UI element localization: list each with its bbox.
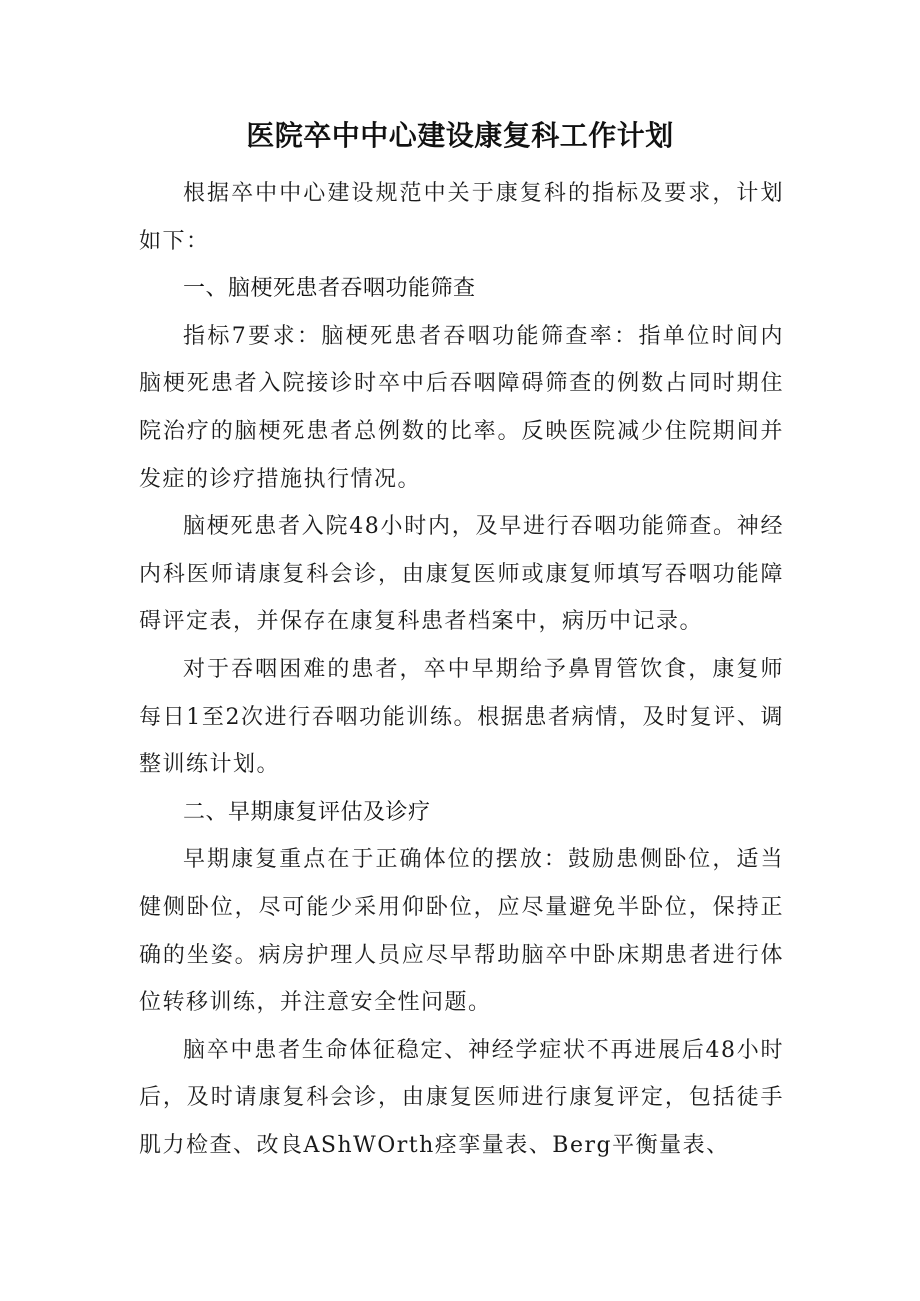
- intro-paragraph: 根据卒中中心建设规范中关于康复科的指标及要求，计划如下：: [139, 181, 784, 254]
- section-1-paragraph-3: 对于吞咽困难的患者，卒中早期给予鼻胃管饮食，康复师每日1至2次进行吞咽功能训练。根据患者病情，及时复评、调整训练计划。: [139, 656, 784, 778]
- section-heading-1: 一、脑梗死患者吞咽功能筛查: [183, 276, 476, 302]
- section-2-paragraph-2: 脑卒中患者生命体征稳定、神经学症状不再进展后48小时后，及时请康复科会诊，由康复医师进行康复评定，包括徒手肌力检查、改良AShWOrth痉挛量表、Berg平衡量表、: [139, 1037, 784, 1158]
- section-2-paragraph-1: 早期康复重点在于正确体位的摆放：鼓励患侧卧位，适当健侧卧位，尽可能少采用仰卧位，应尽量避免半卧位，保持正确的坐姿。病房护理人员应尽早帮助脑卒中卧床期患者进行体位转移训练，并注意安全性问题。: [139, 847, 784, 1016]
- document-body: [139, 170, 784, 1169]
- section-1-paragraph-2: 脑梗死患者入院48小时内，及早进行吞咽功能筛查。神经内科医师请康复科会诊，由康复医师或康复师填写吞咽功能障碍评定表，并保存在康复科患者档案中，病历中记录。: [139, 514, 784, 635]
- document-title: 医院卒中中心建设康复科工作计划: [246, 119, 674, 152]
- section-1-paragraph-1: 指标7要求：脑梗死患者吞咽功能筛查率：指单位时间内脑梗死患者入院接诊时卒中后吞咽障碍筛查的例数占同时期住院治疗的脑梗死患者总例数的比率。反映医院减少住院期间并发症的诊疗措施执行情况。: [139, 323, 784, 492]
- section-heading-2: 二、早期康复评估及诊疗: [183, 799, 431, 825]
